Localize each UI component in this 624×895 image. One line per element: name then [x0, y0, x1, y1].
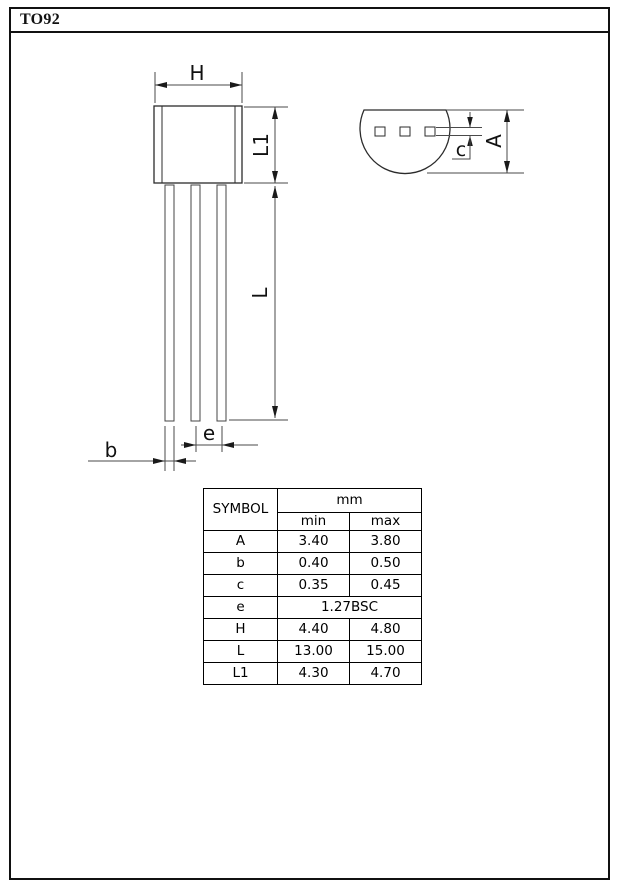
- dim-label-e: e: [202, 421, 216, 445]
- front-view: [88, 61, 288, 471]
- cell-symbol: L1: [204, 663, 278, 685]
- cell-max: 3.80: [350, 531, 422, 553]
- lead-section-3: [425, 127, 435, 136]
- package-body-outline: [154, 106, 242, 183]
- dimension-L: [229, 186, 288, 420]
- cell-max: 4.70: [350, 663, 422, 685]
- cell-value-merged: 1.27BSC: [278, 597, 422, 619]
- top-view-outline: [360, 110, 450, 174]
- dim-label-b: b: [104, 438, 118, 462]
- table-row: [204, 619, 422, 641]
- lead-section-1: [375, 127, 385, 136]
- cell-max: 0.50: [350, 553, 422, 575]
- lead-2: [191, 185, 200, 421]
- table-row: [204, 575, 422, 597]
- page-title: TO92: [20, 11, 61, 28]
- cell-symbol: L: [204, 641, 278, 663]
- dim-label-H: H: [189, 61, 205, 85]
- dim-label-c: c: [455, 139, 467, 161]
- cell-max: 4.80: [350, 619, 422, 641]
- cell-symbol: c: [204, 575, 278, 597]
- table-row: [204, 553, 422, 575]
- header-min: min: [278, 513, 350, 531]
- table-row: [204, 641, 422, 663]
- cell-min: 0.40: [278, 553, 350, 575]
- cell-symbol: b: [204, 553, 278, 575]
- cell-min: 3.40: [278, 531, 350, 553]
- dim-label-L: L: [248, 287, 272, 299]
- dimension-table: [203, 488, 422, 685]
- cell-symbol: H: [204, 619, 278, 641]
- cell-symbol: A: [204, 531, 278, 553]
- cell-max: 0.45: [350, 575, 422, 597]
- cell-min: 4.30: [278, 663, 350, 685]
- cell-min: 13.00: [278, 641, 350, 663]
- dim-label-L1: L1: [249, 133, 273, 157]
- dim-label-A: A: [482, 134, 506, 148]
- cell-min: 0.35: [278, 575, 350, 597]
- header-unit: mm: [278, 489, 422, 513]
- lead-section-2: [400, 127, 410, 136]
- table-header-row-unit: [204, 489, 422, 513]
- cell-symbol: e: [204, 597, 278, 619]
- cell-max: 15.00: [350, 641, 422, 663]
- table-row: [204, 531, 422, 553]
- header-max: max: [350, 513, 422, 531]
- dimension-e: [181, 426, 258, 452]
- lead-1: [165, 185, 174, 421]
- top-view: [360, 110, 524, 174]
- table-row: [204, 597, 422, 619]
- lead-3: [217, 185, 226, 421]
- cell-min: 4.40: [278, 619, 350, 641]
- header-symbol: SYMBOL: [204, 489, 278, 531]
- table-row: [204, 663, 422, 685]
